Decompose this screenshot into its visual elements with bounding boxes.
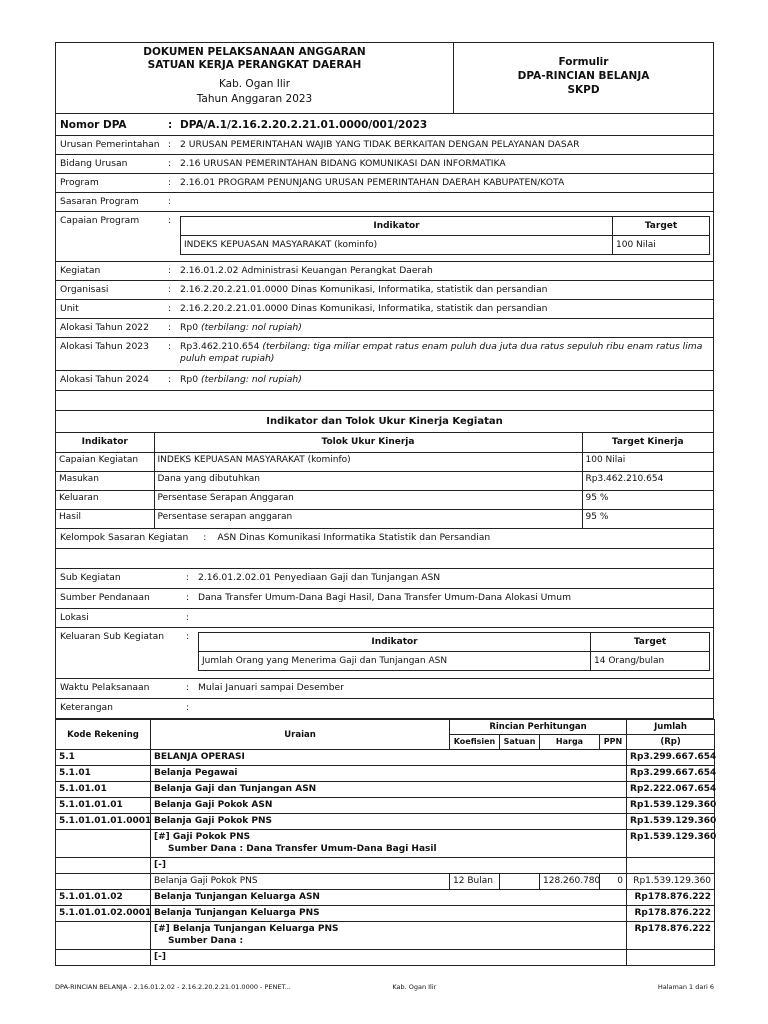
unit-row	[56, 300, 713, 319]
capaian-program-row	[56, 212, 713, 262]
colon: :	[168, 303, 172, 314]
colon: :	[186, 702, 190, 713]
alokasi-2024-label: Alokasi Tahun 2024	[60, 374, 149, 385]
kode-cell: 5.1.01.01.01	[56, 798, 151, 814]
header-ppn: PPN	[600, 735, 627, 750]
uraian-cell	[151, 830, 627, 858]
kinerja-cell: Capaian Kegiatan	[56, 452, 154, 471]
capaian-table-wrap	[180, 212, 713, 255]
keluaran-target-header: Target	[591, 633, 710, 652]
jumlah-cell	[627, 950, 715, 966]
kinerja-row	[56, 509, 713, 528]
sumber-dana-line: Sumber Dana :	[168, 936, 244, 946]
sasaran-row	[56, 193, 713, 212]
unit-label: Unit	[60, 303, 79, 314]
alokasi-2022-words: (terbilang: nol rupiah)	[200, 322, 302, 333]
alokasi-2022-amount: Rp0	[180, 322, 199, 333]
nomor-dpa-label: Nomor DPA	[60, 118, 127, 131]
jumlah-cell: Rp3.299.667.654	[627, 766, 715, 782]
jumlah-cell: Rp178.876.222	[627, 890, 715, 906]
header-uraian: Uraian	[151, 720, 450, 750]
alokasi-2023-label: Alokasi Tahun 2023	[60, 341, 149, 352]
colon: :	[186, 631, 190, 642]
keterangan-row	[56, 699, 713, 718]
sasaran-value	[180, 193, 713, 199]
table-row	[56, 858, 715, 874]
program-row	[56, 174, 713, 193]
header-title-2: SATUAN KERJA PERANGKAT DAERAH	[147, 59, 362, 71]
alokasi-2024-row	[56, 371, 713, 390]
table-row	[56, 798, 715, 814]
program-label: Program	[60, 177, 99, 188]
kegiatan-label: Kegiatan	[60, 265, 101, 276]
capaian-target: 100 Nilai	[613, 236, 710, 255]
uraian-cell: Belanja Pegawai	[151, 766, 627, 782]
satuan-cell	[500, 874, 540, 890]
kinerja-row	[56, 490, 713, 509]
urusan-row	[56, 136, 713, 155]
colon: :	[168, 374, 172, 385]
kode-cell: 5.1.01.01.02	[56, 890, 151, 906]
kode-cell	[56, 922, 151, 950]
kegiatan-row	[56, 262, 713, 281]
kinerja-cell: Keluaran	[56, 490, 154, 509]
harga-cell: 128.260.780	[540, 874, 600, 890]
sub-kegiatan-row	[56, 569, 713, 589]
uraian-line: [#] Belanja Tunjangan Keluarga PNS	[154, 924, 339, 934]
kinerja-cell: 95 %	[582, 490, 713, 509]
sasaran-label: Sasaran Program	[60, 196, 139, 207]
kode-cell: 5.1.01.01.02.0001	[56, 906, 151, 922]
spacer-row	[55, 549, 714, 569]
table-row	[56, 922, 715, 950]
lokasi-label: Lokasi	[60, 612, 89, 623]
alokasi-2022-row	[56, 319, 713, 338]
colon: :	[186, 592, 190, 603]
header-year: Tahun Anggaran 2023	[196, 93, 313, 105]
form-label: Formulir	[558, 56, 609, 68]
kinerja-cell: 95 %	[582, 509, 713, 528]
nomor-dpa-value: DPA/A.1/2.16.2.20.2.21.01.0000/001/2023	[180, 118, 428, 131]
sumber-value: Dana Transfer Umum-Dana Bagi Hasil, Dana Transfer Umum-Dana Alokasi Umum	[198, 592, 572, 603]
table-row	[56, 814, 715, 830]
kode-cell: 5.1.01.01.01.0001	[56, 814, 151, 830]
organisasi-row	[56, 281, 713, 300]
footer-page-number: Halaman 1 dari 6	[657, 983, 714, 991]
colon: :	[186, 612, 190, 623]
header-title-1: DOKUMEN PELAKSANAAN ANGGARAN	[143, 46, 366, 58]
waktu-value: Mulai Januari sampai Desember	[198, 682, 344, 693]
table-row	[56, 890, 715, 906]
kinerja-row	[56, 471, 713, 490]
bidang-label: Bidang Urusan	[60, 158, 128, 169]
capaian-target-header: Target	[613, 217, 710, 236]
keluaran-table	[198, 632, 710, 671]
spacer-row	[55, 391, 714, 411]
uraian-cell	[151, 922, 627, 950]
colon: :	[168, 284, 172, 295]
koefisien-cell: 12 Bulan	[450, 874, 500, 890]
lokasi-value	[198, 609, 713, 615]
colon: :	[168, 177, 172, 188]
program-value: 2.16.01 PROGRAM PENUNJANG URUSAN PEMERINTAHAN DAERAH KABUPATEN/KOTA	[180, 177, 565, 188]
kode-cell	[56, 874, 151, 890]
capaian-table	[180, 216, 710, 255]
footer-region: Kab. Ogan Ilir	[392, 983, 437, 991]
jumlah-cell: Rp1.539.129.360	[627, 814, 715, 830]
alokasi-2024-value	[180, 371, 713, 388]
kinerja-row	[56, 452, 713, 471]
header-left	[56, 43, 454, 113]
header-harga: Harga	[540, 735, 600, 750]
sumber-dana-line: Sumber Dana : Dana Transfer Umum-Dana Bagi Hasil	[168, 844, 437, 854]
header-kode: Kode Rekening	[56, 720, 151, 750]
uraian-cell: Belanja Gaji Pokok PNS	[151, 814, 627, 830]
table-row	[56, 950, 715, 966]
organisasi-label: Organisasi	[60, 284, 109, 295]
colon: :	[168, 322, 172, 333]
header-satuan: Satuan	[500, 735, 540, 750]
jumlah-cell: Rp1.539.129.360	[627, 798, 715, 814]
kinerja-cell: 100 Nilai	[582, 452, 713, 471]
sumber-row	[56, 589, 713, 609]
header-region: Kab. Ogan Ilir	[218, 78, 291, 90]
capaian-indikator-header: Indikator	[181, 217, 613, 236]
keterangan-value	[198, 699, 713, 705]
kelompok-label: Kelompok Sasaran Kegiatan	[60, 532, 189, 543]
keluaran-indikator-header: Indikator	[199, 633, 591, 652]
kinerja-cell: INDEKS KEPUASAN MASYARAKAT (kominfo)	[154, 452, 582, 471]
urusan-label: Urusan Pemerintahan	[60, 139, 160, 150]
jumlah-cell: Rp178.876.222	[627, 922, 715, 950]
document-header	[55, 42, 714, 114]
nomor-dpa-row	[56, 114, 713, 136]
kode-cell: 5.1.01	[56, 766, 151, 782]
kinerja-cell: Dana yang dibutuhkan	[154, 471, 582, 490]
uraian-cell: [-]	[151, 950, 627, 966]
jumlah-cell: Rp178.876.222	[627, 906, 715, 922]
colon: :	[186, 682, 190, 693]
form-type: SKPD	[567, 84, 600, 96]
alokasi-2022-label: Alokasi Tahun 2022	[60, 322, 149, 333]
colon: :	[168, 196, 172, 207]
kinerja-header-target: Target Kinerja	[582, 433, 713, 452]
kinerja-cell: Persentase serapan anggaran	[154, 509, 582, 528]
header-jumlah: Jumlah	[627, 720, 715, 735]
sub-kegiatan-section	[55, 569, 714, 719]
lokasi-row	[56, 609, 713, 628]
kinerja-cell: Masukan	[56, 471, 154, 490]
waktu-label: Waktu Pelaksanaan	[60, 682, 150, 693]
uraian-cell: Belanja Tunjangan Keluarga ASN	[151, 890, 627, 906]
keluaran-indikator: Jumlah Orang yang Menerima Gaji dan Tunjangan ASN	[199, 652, 591, 671]
capaian-indikator: INDEKS KEPUASAN MASYARAKAT (kominfo)	[181, 236, 613, 255]
keterangan-label: Keterangan	[60, 702, 113, 713]
table-row	[56, 874, 715, 890]
alokasi-2022-value	[180, 319, 713, 336]
footer-document-ref: DPA-RINCIAN BELANJA - 2.16.01.2.02 - 2.16.2.20.2.21.01.0000 - PENET...	[55, 983, 291, 991]
alokasi-2024-amount: Rp0	[180, 374, 199, 385]
colon: :	[168, 265, 172, 276]
kinerja-cell: Rp3.462.210.654	[582, 471, 713, 490]
alokasi-2023-row	[56, 338, 713, 371]
colon: :	[203, 532, 207, 543]
waktu-row	[56, 679, 713, 699]
uraian-line: [#] Gaji Pokok PNS	[154, 832, 251, 842]
kelompok-value: ASN Dinas Komunikasi Informatika Statistik dan Persandian	[217, 532, 491, 543]
sub-kegiatan-label: Sub Kegiatan	[60, 572, 121, 583]
jumlah-cell: Rp3.299.667.654	[627, 750, 715, 766]
header-jumlah-rp: (Rp)	[627, 735, 715, 750]
form-name: DPA-RINCIAN BELANJA	[517, 70, 650, 82]
bidang-value: 2.16 URUSAN PEMERINTAHAN BIDANG KOMUNIKASI DAN INFORMATIKA	[180, 158, 506, 169]
alokasi-2023-amount: Rp3.462.210.654	[180, 341, 260, 352]
colon: :	[168, 139, 172, 150]
kinerja-table	[56, 433, 713, 528]
jumlah-cell: Rp1.539.129.360	[627, 874, 715, 890]
kinerja-section	[55, 411, 714, 529]
keluaran-target: 14 Orang/bulan	[591, 652, 710, 671]
program-info	[55, 114, 714, 391]
kegiatan-value: 2.16.01.2.02 Administrasi Keuangan Perangkat Daerah	[180, 265, 433, 276]
uraian-cell: [-]	[151, 858, 627, 874]
kode-cell: 5.1	[56, 750, 151, 766]
colon: :	[168, 341, 172, 352]
header-rincian: Rincian Perhitungan	[450, 720, 627, 735]
header-right	[454, 43, 713, 113]
organisasi-value: 2.16.2.20.2.21.01.0000 Dinas Komunikasi, Informatika, statistik dan persandian	[180, 284, 548, 295]
uraian-cell: Belanja Gaji Pokok PNS	[151, 874, 450, 890]
page-footer	[55, 983, 714, 991]
kode-cell	[56, 858, 151, 874]
keluaran-sub-label: Keluaran Sub Kegiatan	[60, 631, 165, 642]
kode-cell	[56, 950, 151, 966]
table-row	[56, 906, 715, 922]
jumlah-cell: Rp2.222.067.654	[627, 782, 715, 798]
dpa-document	[55, 42, 717, 966]
rincian-table	[55, 719, 715, 966]
table-row	[56, 766, 715, 782]
urusan-value: 2 URUSAN PEMERINTAHAN WAJIB YANG TIDAK BERKAITAN DENGAN PELAYANAN DASAR	[180, 139, 580, 150]
colon: :	[186, 572, 190, 583]
table-row	[56, 830, 715, 858]
alokasi-2023-words: (terbilang: tiga miliar empat ratus enam puluh dua juta dua ratus sepuluh ribu enam ratus lima puluh empat rupiah)	[180, 341, 703, 364]
uraian-cell: Belanja Gaji Pokok ASN	[151, 798, 627, 814]
uraian-cell: BELANJA OPERASI	[151, 750, 627, 766]
sub-kegiatan-value: 2.16.01.2.02.01 Penyediaan Gaji dan Tunjangan ASN	[198, 572, 441, 583]
table-row	[56, 750, 715, 766]
bidang-row	[56, 155, 713, 174]
kinerja-title: Indikator dan Tolok Ukur Kinerja Kegiatan	[56, 411, 713, 433]
sumber-label: Sumber Pendanaan	[60, 592, 150, 603]
alokasi-2024-words: (terbilang: nol rupiah)	[200, 374, 302, 385]
table-row	[56, 782, 715, 798]
kinerja-cell: Hasil	[56, 509, 154, 528]
kode-cell: 5.1.01.01	[56, 782, 151, 798]
kinerja-header-indikator: Indikator	[56, 433, 154, 452]
uraian-cell: Belanja Tunjangan Keluarga PNS	[151, 906, 627, 922]
keluaran-table-wrap	[198, 628, 713, 671]
jumlah-cell	[627, 858, 715, 874]
kinerja-header-tolok: Tolok Ukur Kinerja	[154, 433, 582, 452]
header-koefisien: Koefisien	[450, 735, 500, 750]
unit-value: 2.16.2.20.2.21.01.0000 Dinas Komunikasi, Informatika, statistik dan persandian	[180, 303, 548, 314]
colon: :	[168, 158, 172, 169]
ppn-cell: 0	[600, 874, 627, 890]
jumlah-cell: Rp1.539.129.360	[627, 830, 715, 858]
uraian-cell: Belanja Gaji dan Tunjangan ASN	[151, 782, 627, 798]
alokasi-2023-value	[180, 338, 713, 368]
kinerja-cell: Persentase Serapan Anggaran	[154, 490, 582, 509]
colon: :	[168, 215, 172, 226]
capaian-label: Capaian Program	[60, 215, 140, 226]
keluaran-sub-row	[56, 628, 713, 679]
kode-cell	[56, 830, 151, 858]
colon: :	[168, 118, 173, 131]
kelompok-sasaran-row	[55, 529, 714, 549]
